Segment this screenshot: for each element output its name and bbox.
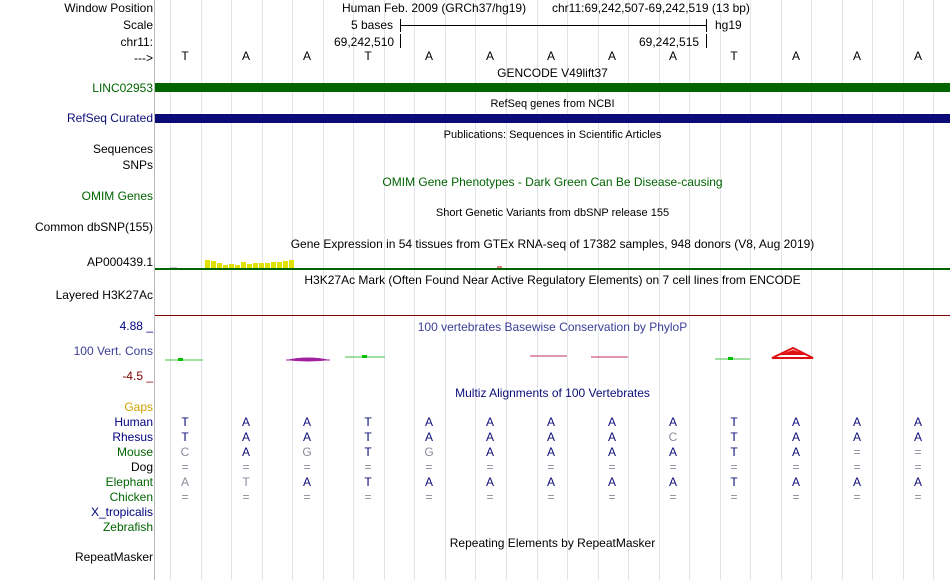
alignment-base: T	[364, 475, 372, 489]
coord-left-tick	[400, 34, 401, 48]
strand-arrow-label[interactable]	[134, 51, 153, 65]
alignment-base: A	[668, 415, 677, 429]
alignment-base: A	[668, 475, 677, 489]
alignment-base: A	[791, 415, 800, 429]
alignment-base: A	[852, 430, 861, 444]
reference-base: A	[424, 49, 433, 63]
alignment-base: A	[913, 415, 922, 429]
h3k27ac-label[interactable]: Layered H3K27Ac	[55, 288, 153, 302]
scale-text: 5 bases	[351, 18, 394, 32]
repeatmasker-label[interactable]: RepeatMasker	[74, 550, 153, 564]
alignment-base: A	[607, 415, 616, 429]
cons-max-label: 4.88 _	[119, 319, 153, 333]
scale-bar-right-tick	[706, 19, 707, 32]
alignment-base: T	[242, 475, 250, 489]
gencode-gene-bar[interactable]	[155, 83, 950, 92]
reference-base: A	[791, 49, 800, 63]
reference-base: A	[852, 49, 861, 63]
alignment-base: T	[364, 445, 372, 459]
alignment-base: =	[792, 490, 800, 504]
strand-arrow[interactable]: --->	[134, 51, 153, 65]
alignment-base: A	[180, 475, 189, 489]
h3k27ac-track-title[interactable]: H3K27Ac Mark (Often Found Near Active Regulatory Elements) on 7 cell lines from ENCODE	[304, 273, 801, 287]
alignment-base: =	[914, 445, 922, 459]
alignment-base: A	[852, 415, 861, 429]
alignment-base: T	[364, 430, 372, 444]
assembly-title: Human Feb. 2009 (GRCh37/hg19)	[342, 1, 527, 15]
alignment-base: A	[485, 415, 494, 429]
species-label[interactable]: Human	[114, 415, 153, 429]
alignment-base: =	[669, 460, 677, 474]
species-label[interactable]: Elephant	[105, 475, 153, 489]
alignment-base: A	[241, 445, 250, 459]
alignment-base: A	[607, 445, 616, 459]
sequences-label[interactable]: Sequences	[92, 142, 153, 156]
alignment-base: =	[730, 490, 738, 504]
alignment-base: =	[608, 490, 616, 504]
gencode-track-title[interactable]: GENCODE V49lift37	[497, 66, 608, 80]
alignment-base: A	[302, 430, 311, 444]
scale-label: Scale	[122, 18, 153, 32]
alignment-base: C	[180, 445, 190, 459]
alignment-base: =	[364, 460, 372, 474]
alignment-base: =	[547, 490, 555, 504]
alignment-base: T	[730, 415, 738, 429]
species-label[interactable]: Zebrafish	[102, 520, 153, 534]
alignment-base: A	[791, 475, 800, 489]
alignment-base: =	[486, 490, 494, 504]
alignment-base: A	[424, 475, 433, 489]
alignment-base: =	[242, 460, 250, 474]
alignment-base: A	[607, 430, 616, 444]
chrom-label: chr11:	[120, 35, 153, 49]
species-label[interactable]: X_tropicalis	[90, 505, 153, 519]
alignment-base: C	[668, 430, 678, 444]
alignment-base: =	[914, 490, 922, 504]
reference-base: A	[485, 49, 494, 63]
alignment-base: A	[852, 475, 861, 489]
alignment-base: G	[302, 445, 312, 459]
alignment-base: =	[303, 460, 311, 474]
alignment-base: T	[181, 415, 189, 429]
dbsnp-track-title[interactable]: Short Genetic Variants from dbSNP release 155	[435, 207, 670, 219]
position-readout: chr11:69,242,507-69,242,519 (13 bp)	[552, 1, 750, 15]
omim-track-title[interactable]: OMIM Gene Phenotypes - Dark Green Can Be Disease-causing	[382, 175, 723, 189]
species-label[interactable]: Mouse	[116, 445, 153, 459]
gaps-label[interactable]: Gaps	[124, 400, 153, 414]
h3k27ac-baseline	[155, 315, 950, 316]
alignment-base: A	[424, 415, 433, 429]
coord-right-tick	[706, 34, 707, 48]
gtex-track-baseline	[155, 268, 950, 270]
alignment-base: T	[730, 475, 738, 489]
alignment-base: =	[853, 460, 861, 474]
alignment-base: A	[546, 415, 555, 429]
alignment-base: =	[730, 460, 738, 474]
reference-base: A	[668, 49, 677, 63]
coord-right: 69,242,515	[639, 35, 700, 49]
gtex-gene-label[interactable]: AP000439.1	[86, 255, 153, 269]
alignment-base: =	[425, 490, 433, 504]
reference-base: A	[607, 49, 616, 63]
scale-bar-left-tick	[400, 19, 401, 32]
multiz-track-title[interactable]: Multiz Alignments of 100 Vertebrates	[455, 386, 650, 400]
alignment-base: =	[669, 490, 677, 504]
alignment-base: =	[181, 460, 189, 474]
alignment-base: A	[485, 475, 494, 489]
alignment-base: A	[546, 475, 555, 489]
alignment-base: A	[546, 430, 555, 444]
gtex-track-title[interactable]: Gene Expression in 54 tissues from GTEx RNA-seq of 17382 samples, 948 donors (V8, Aug 2019)	[290, 237, 815, 251]
reference-base: A	[241, 49, 250, 63]
reference-base: T	[181, 49, 189, 63]
window-position-label: Window Position	[64, 1, 153, 15]
alignment-base: =	[364, 490, 372, 504]
alignment-base: =	[853, 490, 861, 504]
refseq-track-title[interactable]: RefSeq genes from NCBI	[490, 98, 615, 110]
snps-label[interactable]: SNPs	[122, 158, 153, 172]
alignment-base: A	[485, 430, 494, 444]
alignment-base: A	[913, 430, 922, 444]
alignment-base: =	[303, 490, 311, 504]
alignment-base: T	[730, 445, 738, 459]
alignment-base: A	[424, 430, 433, 444]
alignment-base: A	[668, 445, 677, 459]
alignment-base: =	[425, 460, 433, 474]
reference-base: T	[364, 49, 372, 63]
reference-base: T	[730, 49, 738, 63]
alignment-base: A	[791, 445, 800, 459]
refseq-gene-bar[interactable]	[155, 114, 950, 123]
alignment-base: =	[853, 445, 861, 459]
alignment-base: A	[791, 430, 800, 444]
scale-bar	[400, 25, 706, 26]
alignment-base: =	[792, 460, 800, 474]
alignment-base: A	[546, 445, 555, 459]
species-label[interactable]: Dog	[130, 460, 153, 474]
omim-genes-label[interactable]: OMIM Genes	[81, 189, 153, 203]
alignment-base: A	[241, 430, 250, 444]
phylop-conservation-graph[interactable]	[155, 345, 950, 365]
alignment-base: A	[302, 415, 311, 429]
reference-base: A	[546, 49, 555, 63]
alignment-base: =	[486, 460, 494, 474]
scale-db: hg19	[715, 18, 742, 32]
alignment-base: G	[424, 445, 434, 459]
alignment-base: T	[181, 430, 189, 444]
alignment-base: A	[302, 475, 311, 489]
phylop-track-title[interactable]: 100 vertebrates Basewise Conservation by PhyloP	[417, 320, 688, 334]
species-label[interactable]: Rhesus	[112, 430, 153, 444]
cons-track-label[interactable]: 100 Vert. Cons	[73, 344, 153, 358]
alignment-base: =	[914, 460, 922, 474]
alignment-base: A	[485, 445, 494, 459]
cons-min-label: -4.5 _	[122, 369, 153, 383]
alignment-base: A	[913, 475, 922, 489]
reference-base: A	[302, 49, 311, 63]
coord-left: 69,242,510	[334, 35, 395, 49]
alignment-base: =	[608, 460, 616, 474]
repeatmasker-track-title[interactable]: Repeating Elements by RepeatMasker	[449, 536, 656, 550]
alignment-base: T	[364, 415, 372, 429]
alignment-base: A	[607, 475, 616, 489]
publications-track-title[interactable]: Publications: Sequences in Scientific Articles	[443, 129, 662, 141]
reference-base: A	[913, 49, 922, 63]
species-label[interactable]: Chicken	[109, 490, 153, 504]
alignment-base: =	[547, 460, 555, 474]
alignment-base: =	[181, 490, 189, 504]
alignment-base: =	[242, 490, 250, 504]
alignment-base: T	[730, 430, 738, 444]
gencode-gene-label[interactable]: LINC02953	[92, 81, 153, 95]
alignment-base: A	[241, 415, 250, 429]
dbsnp-label[interactable]: Common dbSNP(155)	[34, 220, 153, 234]
refseq-curated-label[interactable]: RefSeq Curated	[66, 111, 153, 125]
